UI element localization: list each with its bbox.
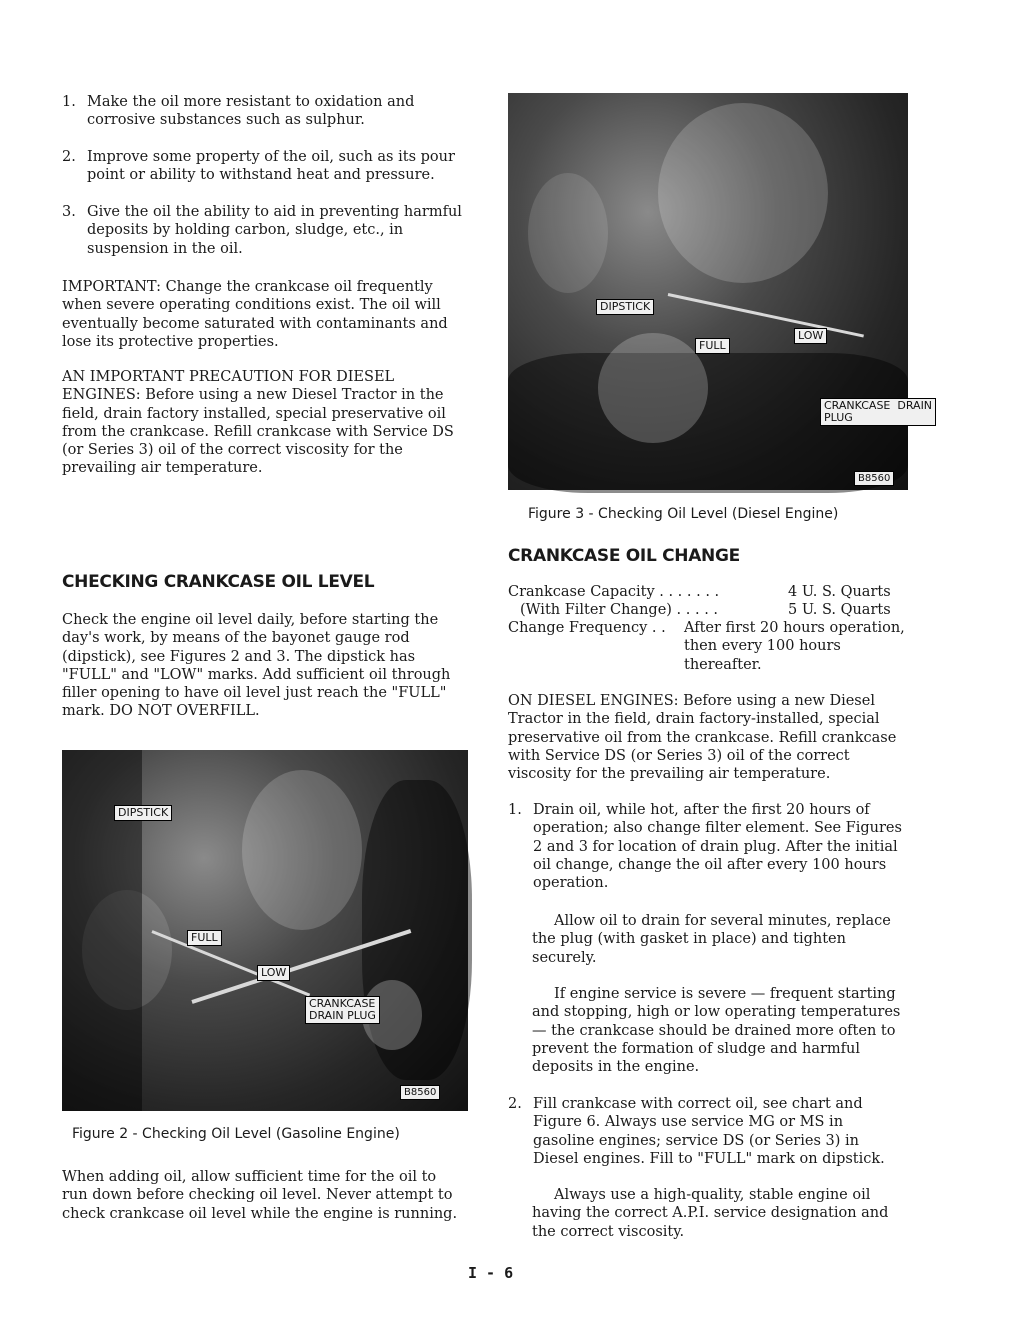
diesel-engines-note: ON DIESEL ENGINES: Before using a new Diesel Tractor in the field, drain factory-installed, special preservative oil from the crankcase. Refill crankcase with Service DS (or Series 3) oil of the correct viscosity for the prevailing air temperature.	[508, 693, 897, 783]
list-number: 3.	[62, 204, 76, 220]
important-note: IMPORTANT: Change the crankcase oil frequently when severe operating conditions exist. The oil will eventually become saturated with contaminants and lose its protective properties.	[62, 279, 448, 350]
adding-oil-note: When adding oil, allow sufficient time for the oil to run down before checking oil level. Never attempt to check crankcase oil level while the engine is running.	[62, 1169, 458, 1222]
filter-change-label: (With Filter Change) . . . . .	[520, 602, 719, 618]
list-item	[508, 801, 908, 892]
severe-service-note: If engine service is severe — frequent starting and stopping, high or low operating temperatures — the crankcase should be drained more often to prevent the formation of sludge and harmful deposits in the engine.	[532, 986, 901, 1076]
list-text: Make the oil more resistant to oxidation and corrosive substances such as sulphur.	[87, 94, 415, 129]
capacity-label: Crankcase Capacity . . . . . . .	[508, 584, 720, 600]
checking-oil-level-text: Check the engine oil level daily, before starting the day's work, by means of the bayonet gauge rod (dipstick), see Figures 2 and 3. The dipstick has "FULL" and "LOW" marks. Add sufficient oil through filler opening to have oil level just reach the "FULL" mark. DO NOT OVERFILL.	[62, 612, 451, 720]
list-number: 2.	[508, 1096, 522, 1112]
dipstick-label: DIPSTICK	[596, 299, 654, 315]
list-number: 1.	[508, 802, 522, 818]
list-item	[62, 93, 468, 130]
list-item	[508, 1095, 908, 1168]
figure-code: B8560	[400, 1085, 440, 1100]
drain-plug-label: CRANKCASE DRAIN PLUG	[305, 996, 380, 1024]
figure-2-photo	[62, 750, 468, 1111]
checking-oil-level-heading: CHECKING CRANKCASE OIL LEVEL	[62, 572, 375, 592]
figure-2-caption: Figure 2 - Checking Oil Level (Gasoline Engine)	[72, 1126, 400, 1142]
filter-change-value: 5 U. S. Quarts	[788, 602, 891, 618]
list-number: 1.	[62, 94, 76, 110]
list-text: Give the oil the ability to aid in preventing harmful deposits by holding carbon, sludge, etc., in suspension in the oil.	[87, 204, 462, 257]
low-mark-label: LOW	[257, 965, 290, 981]
list-text: Fill crankcase with correct oil, see chart and Figure 6. Always use service MG or MS in gasoline engines; service DS (or Series 3) in Diesel engines. Fill to "FULL" mark on dipstick.	[533, 1096, 885, 1167]
list-text: Drain oil, while hot, after the first 20 hours of operation; also change filter element. See Figures 2 and 3 for location of drain plug. After the initial oil change, change the oil after every 100 hours operation.	[533, 802, 902, 892]
full-mark-label: FULL	[187, 930, 222, 946]
full-mark-label: FULL	[695, 338, 730, 354]
list-text: Improve some property of the oil, such as its pour point or ability to withstand heat and pressure.	[87, 149, 455, 184]
capacity-value: 4 U. S. Quarts	[788, 584, 891, 600]
list-number: 2.	[62, 149, 76, 165]
oil-change-heading: CRANKCASE OIL CHANGE	[508, 546, 740, 566]
drain-plug-label: CRANKCASE DRAIN PLUG	[820, 398, 936, 426]
specs-table	[508, 583, 908, 678]
figure-3-caption: Figure 3 - Checking Oil Level (Diesel Engine)	[528, 506, 839, 522]
allow-drain-note: Allow oil to drain for several minutes, replace the plug (with gasket in place) and tighten securely.	[532, 913, 891, 966]
list-item	[62, 148, 468, 185]
figure-3-photo	[508, 93, 933, 490]
figure-code: B8560	[854, 471, 894, 486]
low-mark-label: LOW	[794, 328, 827, 344]
always-use-note: Always use a high-quality, stable engine oil having the correct A.P.I. service designation and the correct viscosity.	[532, 1187, 889, 1240]
dipstick-label: DIPSTICK	[114, 805, 172, 821]
list-item	[62, 203, 468, 258]
change-frequency-label: Change Frequency . .	[508, 620, 666, 636]
diesel-precaution: AN IMPORTANT PRECAUTION FOR DIESEL ENGINES: Before using a new Diesel Tractor in the field, drain factory installed, special preservative oil from the crankcase. Refill crankcase with Service DS (or Series 3) oil of the correct viscosity for the prevailing air temperature.	[62, 369, 454, 477]
change-frequency-value: After first 20 hours operation, then every 100 hours thereafter.	[684, 620, 905, 673]
page-number: I - 6	[468, 1264, 514, 1282]
